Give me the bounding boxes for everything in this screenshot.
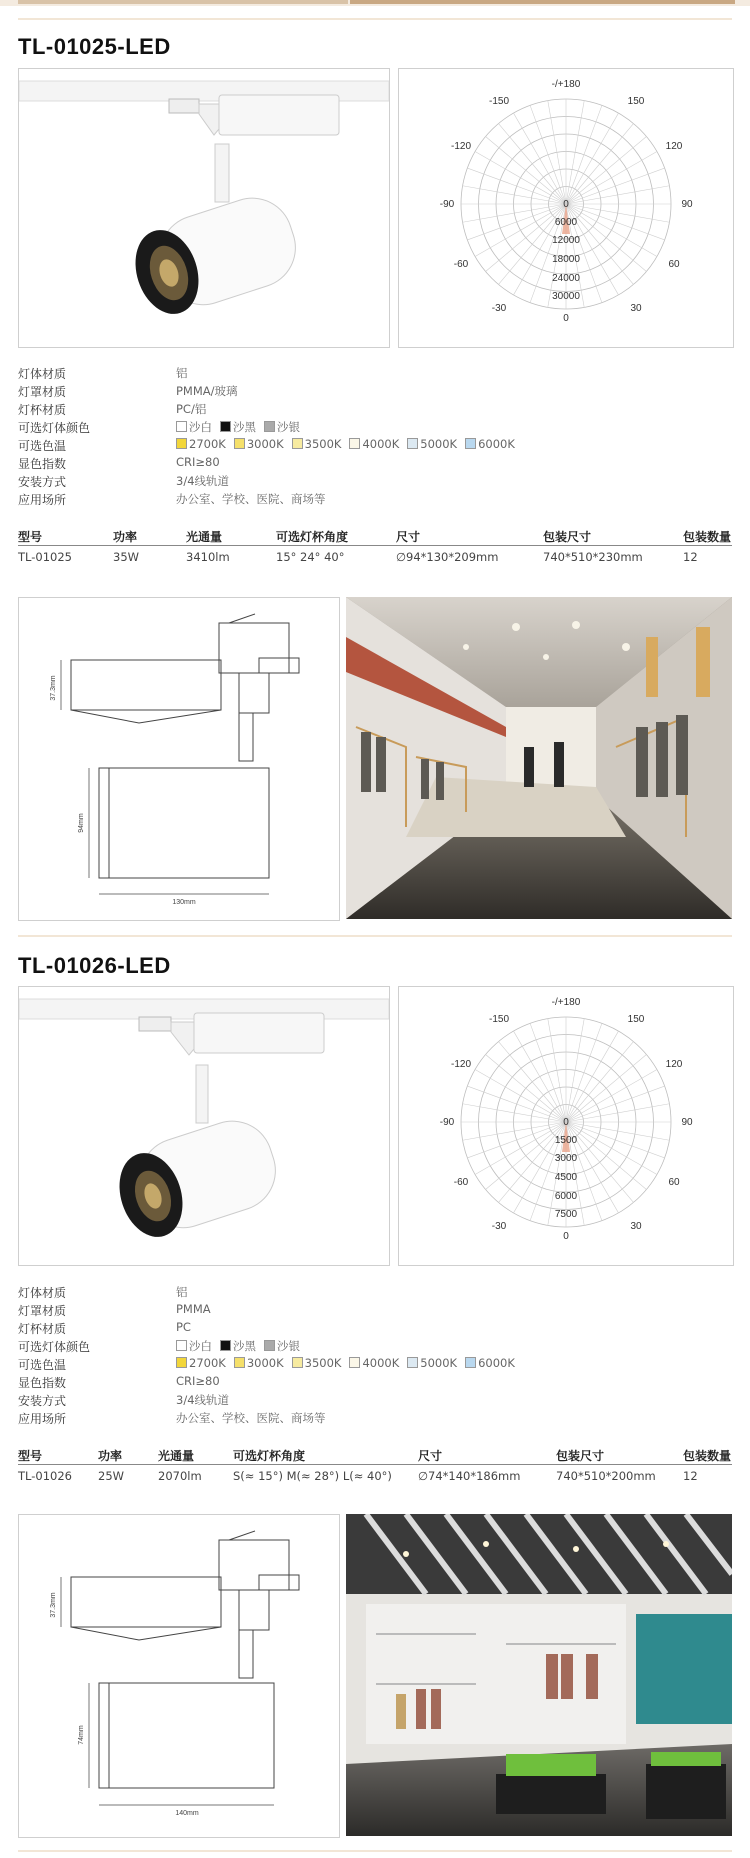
polar-radial-label: 7500 <box>554 1209 578 1220</box>
spec-label: 灯杯材质 <box>18 403 67 417</box>
spec-list <box>18 1284 732 1428</box>
spec-label: 灯罩材质 <box>18 1304 67 1318</box>
spec-value: 办公室、学校、医院、商场等 <box>176 1411 326 1425</box>
table-cell: ∅74*140*186mm <box>418 1469 521 1483</box>
table-cell: S(≈ 15°) M(≈ 28°) L(≈ 40°) <box>233 1469 392 1483</box>
polar-label-n90: -90 <box>439 1117 455 1128</box>
white-swatch-icon <box>176 421 187 432</box>
store-scene-photo <box>346 1514 732 1836</box>
table-cell: 12 <box>683 550 698 564</box>
table-cell: 2070lm <box>158 1469 202 1483</box>
table-header: 可选灯杯角度 <box>233 1449 306 1463</box>
spec-label: 显色指数 <box>18 1376 67 1390</box>
product-photo <box>18 68 390 348</box>
polar-label-p30: 30 <box>630 1221 642 1232</box>
chip-label: 3500K <box>304 1356 342 1370</box>
chip-label: 2700K <box>189 437 226 451</box>
polar-chart-svg <box>399 69 733 347</box>
polar-radial-label: 6000 <box>554 217 578 228</box>
polar-label-p60: 60 <box>668 1177 680 1188</box>
spec-label: 可选灯体颜色 <box>18 1340 91 1354</box>
product-title: TL-01025-LED <box>18 34 171 59</box>
swatch-2700-icon <box>176 1357 187 1368</box>
top-decor-bar <box>0 0 750 6</box>
swatch-3000-icon <box>234 1357 245 1368</box>
spec-value: CRI≥80 <box>176 455 220 469</box>
table-header: 尺寸 <box>418 1449 443 1463</box>
divider <box>18 935 732 937</box>
table-header: 可选灯杯角度 <box>276 530 349 544</box>
polar-radial-label: 0 <box>563 199 569 210</box>
chip-label: 4000K <box>362 437 400 451</box>
table-header: 型号 <box>18 530 43 544</box>
table-header: 包装尺寸 <box>543 530 592 544</box>
table-cell: 12 <box>683 1469 698 1483</box>
table-header: 包装数量 <box>683 1449 732 1463</box>
dimension-label-width: 140mm <box>175 1810 199 1817</box>
spec-value: PC <box>176 1320 191 1334</box>
polar-label-n30: -30 <box>491 1221 507 1232</box>
polar-label-n60: -60 <box>453 259 469 270</box>
swatch-6000-icon <box>465 438 476 449</box>
polar-radial-label: 1500 <box>554 1135 578 1146</box>
spec-value: PMMA <box>176 1302 211 1316</box>
chip-label: 沙黑 <box>233 420 256 434</box>
table-cell: 740*510*230mm <box>543 550 643 564</box>
spec-value: 3/4线轨道 <box>176 474 230 488</box>
chip-label: 5000K <box>420 437 458 451</box>
polar-label-p60: 60 <box>668 259 680 270</box>
spec-list <box>18 365 732 509</box>
spec-label: 灯体材质 <box>18 367 67 381</box>
divider <box>18 18 732 20</box>
swatch-2700-icon <box>176 438 187 449</box>
polar-chart-svg <box>399 987 733 1265</box>
polar-label-n120: -120 <box>450 141 472 152</box>
chip-label: 沙银 <box>277 420 300 434</box>
swatch-3500-icon <box>292 438 303 449</box>
polar-radial-label: 18000 <box>552 254 580 265</box>
swatch-4000-icon <box>349 438 360 449</box>
polar-label-n90: -90 <box>439 199 455 210</box>
white-swatch-icon <box>176 1340 187 1351</box>
polar-label-p120: 120 <box>665 1059 683 1070</box>
spec-label: 灯体材质 <box>18 1286 67 1300</box>
table-header: 功率 <box>113 530 138 544</box>
polar-label-top: -/+180 <box>551 997 581 1008</box>
black-swatch-icon <box>220 1340 231 1351</box>
chip-label: 6000K <box>478 437 515 451</box>
table-cell: TL-01026 <box>18 1469 72 1483</box>
spec-label: 安装方式 <box>18 475 67 489</box>
table-header: 功率 <box>98 1449 123 1463</box>
table-cell: 15° 24° 40° <box>276 550 345 564</box>
swatch-5000-icon <box>407 1357 418 1368</box>
polar-radial-label: 12000 <box>552 235 580 246</box>
chip-label: 2700K <box>189 1356 226 1370</box>
spec-label: 灯杯材质 <box>18 1322 67 1336</box>
chip-label: 沙银 <box>277 1339 300 1353</box>
dimension-label-height: 37.3mm <box>50 1592 57 1618</box>
chip-label: 5000K <box>420 1356 458 1370</box>
polar-radial-label: 4500 <box>554 1172 578 1183</box>
polar-radial-label: 0 <box>563 1117 569 1128</box>
polar-radial-label: 30000 <box>552 291 580 302</box>
polar-label-n150: -150 <box>488 1014 510 1025</box>
table-cell: ∅94*130*209mm <box>396 550 499 564</box>
swatch-4000-icon <box>349 1357 360 1368</box>
table-header: 光通量 <box>158 1449 195 1463</box>
polar-label-p120: 120 <box>665 141 683 152</box>
polar-radial-label: 24000 <box>552 273 580 284</box>
body-color-options <box>176 1338 308 1354</box>
product-title: TL-01026-LED <box>18 953 171 978</box>
polar-label-p30: 30 <box>630 303 642 314</box>
product-photo <box>18 986 390 1266</box>
chip-label: 3000K <box>246 437 284 451</box>
spec-label: 显色指数 <box>18 457 67 471</box>
dimension-label-width: 130mm <box>172 899 196 906</box>
spec-value: CRI≥80 <box>176 1374 220 1388</box>
spec-value: 办公室、学校、医院、商场等 <box>176 492 326 506</box>
chip-label: 沙黑 <box>233 1339 256 1353</box>
table-cell: 35W <box>113 550 140 564</box>
spec-label: 可选色温 <box>18 1358 67 1372</box>
body-color-options <box>176 419 308 435</box>
table-header: 尺寸 <box>396 530 421 544</box>
polar-label-bottom: 0 <box>563 313 569 324</box>
table-header: 型号 <box>18 1449 43 1463</box>
table-header: 包装尺寸 <box>556 1449 605 1463</box>
polar-label-n30: -30 <box>491 303 507 314</box>
chip-label: 4000K <box>362 1356 400 1370</box>
table-cell: 740*510*200mm <box>556 1469 656 1483</box>
swatch-3500-icon <box>292 1357 303 1368</box>
divider <box>18 1850 732 1852</box>
polar-radial-label: 3000 <box>554 1153 578 1164</box>
table-header: 包装数量 <box>683 530 732 544</box>
spec-value: PC/铝 <box>176 402 207 416</box>
swatch-5000-icon <box>407 438 418 449</box>
spec-label: 应用场所 <box>18 1412 67 1426</box>
spec-label: 安装方式 <box>18 1394 67 1408</box>
polar-label-n150: -150 <box>488 96 510 107</box>
polar-label-n120: -120 <box>450 1059 472 1070</box>
polar-radial-label: 6000 <box>554 1191 578 1202</box>
chip-label: 6000K <box>478 1356 515 1370</box>
silver-swatch-icon <box>264 1340 275 1351</box>
polar-label-p150: 150 <box>627 96 645 107</box>
color-temperature-options <box>176 1356 523 1370</box>
spec-value: 3/4线轨道 <box>176 1393 230 1407</box>
table-divider <box>18 545 732 546</box>
chip-label: 沙白 <box>189 420 212 434</box>
store-scene-photo <box>346 597 732 919</box>
chip-label: 3500K <box>304 437 342 451</box>
spec-table <box>18 1447 732 1489</box>
table-cell: 3410lm <box>186 550 230 564</box>
polar-label-p150: 150 <box>627 1014 645 1025</box>
dimension-drawing <box>18 597 340 921</box>
dimension-label-body: 74mm <box>78 1725 85 1745</box>
polar-label-top: -/+180 <box>551 79 581 90</box>
spec-value: PMMA/玻璃 <box>176 384 238 398</box>
chip-label: 3000K <box>246 1356 284 1370</box>
spec-value: 铝 <box>176 366 188 380</box>
swatch-3000-icon <box>234 438 245 449</box>
table-divider <box>18 1464 732 1465</box>
polar-label-bottom: 0 <box>563 1231 569 1242</box>
dimension-label-body: 94mm <box>78 813 85 833</box>
chip-label: 沙白 <box>189 1339 212 1353</box>
spec-label: 应用场所 <box>18 493 67 507</box>
dimension-drawing <box>18 1514 340 1838</box>
spec-value: 铝 <box>176 1285 188 1299</box>
table-header: 光通量 <box>186 530 223 544</box>
dimension-label-height: 37.3mm <box>50 675 57 701</box>
swatch-6000-icon <box>465 1357 476 1368</box>
polar-label-p90: 90 <box>681 199 693 210</box>
spec-table <box>18 528 732 570</box>
polar-diagram <box>398 986 734 1266</box>
spec-label: 可选色温 <box>18 439 67 453</box>
color-temperature-options <box>176 437 523 451</box>
table-cell: 25W <box>98 1469 125 1483</box>
polar-label-p90: 90 <box>681 1117 693 1128</box>
spec-label: 可选灯体颜色 <box>18 421 91 435</box>
polar-diagram <box>398 68 734 348</box>
spec-label: 灯罩材质 <box>18 385 67 399</box>
black-swatch-icon <box>220 421 231 432</box>
polar-label-n60: -60 <box>453 1177 469 1188</box>
table-cell: TL-01025 <box>18 550 72 564</box>
silver-swatch-icon <box>264 421 275 432</box>
